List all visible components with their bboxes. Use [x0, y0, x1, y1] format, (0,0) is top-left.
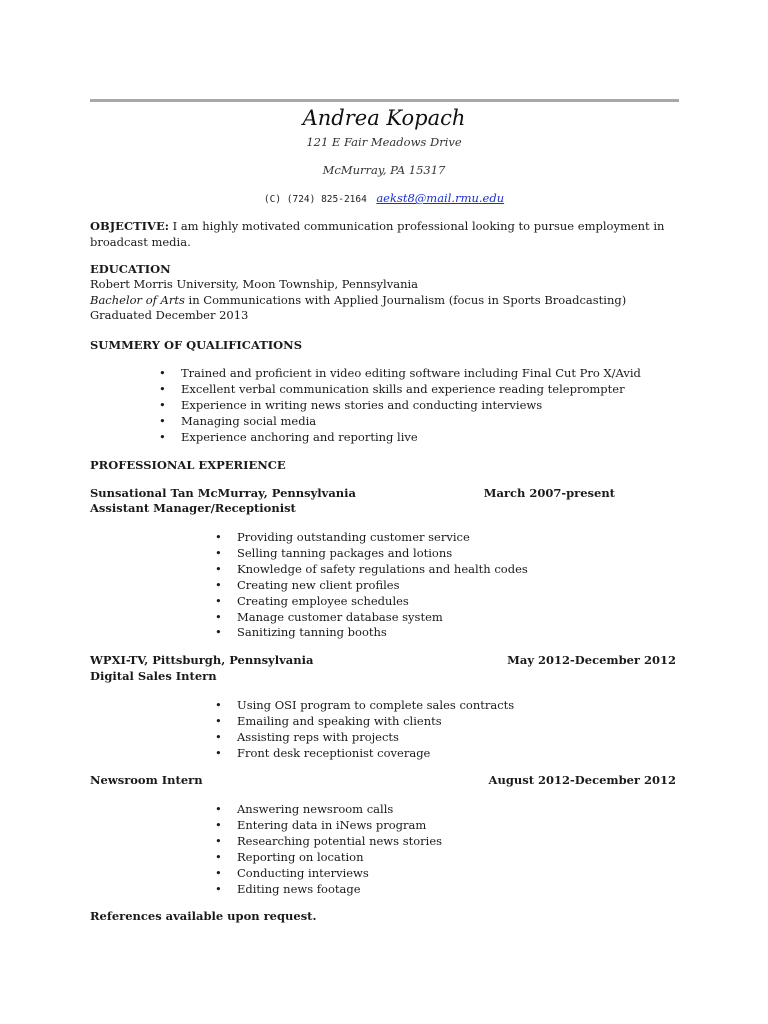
header-divider	[90, 99, 679, 102]
list-item: • Knowledge of safety regulations and health codes	[237, 562, 528, 578]
list-item: • Providing outstanding customer service	[237, 530, 528, 546]
education-graduated: Graduated December 2013	[90, 308, 249, 322]
job-duties-list	[237, 530, 528, 641]
list-item: • Sanitizing tanning booths	[237, 625, 528, 641]
list-item: • Front desk receptionist coverage	[237, 746, 514, 762]
list-item: • Reporting on location	[237, 850, 442, 866]
list-item: • Experience anchoring and reporting live	[181, 430, 641, 446]
list-item: • Assisting reps with projects	[237, 730, 514, 746]
list-item: • Creating employee schedules	[237, 594, 528, 610]
education-heading: EDUCATION	[90, 262, 171, 276]
list-item: • Selling tanning packages and lotions	[237, 546, 528, 562]
objective-label: OBJECTIVE:	[90, 219, 169, 233]
qualifications-heading: SUMMERY OF QUALIFICATIONS	[90, 338, 303, 352]
degree-major: in Communications with Applied Journalism (focus in Sports Broadcasting)	[184, 293, 627, 307]
job-dates: May 2012-December 2012	[507, 653, 676, 667]
job-employer: Sunsational Tan McMurray, Pennsylvania	[90, 486, 356, 500]
job-dates: March 2007-present	[483, 486, 615, 500]
email-link[interactable]: aekst8@mail.rmu.edu	[376, 191, 505, 205]
education-school: Robert Morris University, Moon Township, Pennsylvania	[90, 277, 419, 291]
job-duties-list	[237, 698, 514, 762]
references-note: References available upon request.	[90, 909, 317, 923]
list-item: • Trained and proficient in video editing software including Final Cut Pro X/Avid	[181, 366, 641, 382]
address-street: 121 E Fair Meadows Drive	[306, 135, 462, 149]
list-item: • Manage customer database system	[237, 610, 528, 626]
list-item: • Conducting interviews	[237, 866, 442, 882]
list-item: • Experience in writing news stories and conducting interviews	[181, 398, 641, 414]
job-title: Digital Sales Intern	[90, 669, 217, 683]
education-degree-line	[90, 293, 626, 308]
list-item: • Answering newsroom calls	[237, 802, 442, 818]
job-dates: August 2012-December 2012	[488, 773, 676, 787]
list-item: • Editing news footage	[237, 882, 442, 898]
job-title: Assistant Manager/Receptionist	[90, 501, 296, 515]
list-item: • Emailing and speaking with clients	[237, 714, 514, 730]
list-item: • Excellent verbal communication skills and experience reading teleprompter	[181, 382, 641, 398]
degree-name: Bachelor of Arts	[90, 293, 185, 307]
list-item: • Researching potential news stories	[237, 834, 442, 850]
list-item: • Creating new client profiles	[237, 578, 528, 594]
list-item: • Using OSI program to complete sales contracts	[237, 698, 514, 714]
qualifications-list	[181, 366, 641, 446]
list-item: • Entering data in iNews program	[237, 818, 442, 834]
job-duties-list	[237, 802, 442, 897]
objective-paragraph	[90, 219, 680, 250]
job-employer: Newsroom Intern	[90, 773, 203, 787]
job-employer: WPXI-TV, Pittsburgh, Pennsylvania	[90, 653, 314, 667]
experience-heading: PROFESSIONAL EXPERIENCE	[90, 458, 286, 472]
phone-number: (C) (724) 825-2164	[263, 194, 367, 205]
address-city: McMurray, PA 15317	[322, 163, 446, 177]
objective-text: I am highly motivated communication professional looking to pursue employment in broadcast media.	[90, 219, 665, 249]
applicant-name: Andrea Kopach	[302, 106, 466, 130]
contact-line	[0, 191, 768, 205]
list-item: • Managing social media	[181, 414, 641, 430]
